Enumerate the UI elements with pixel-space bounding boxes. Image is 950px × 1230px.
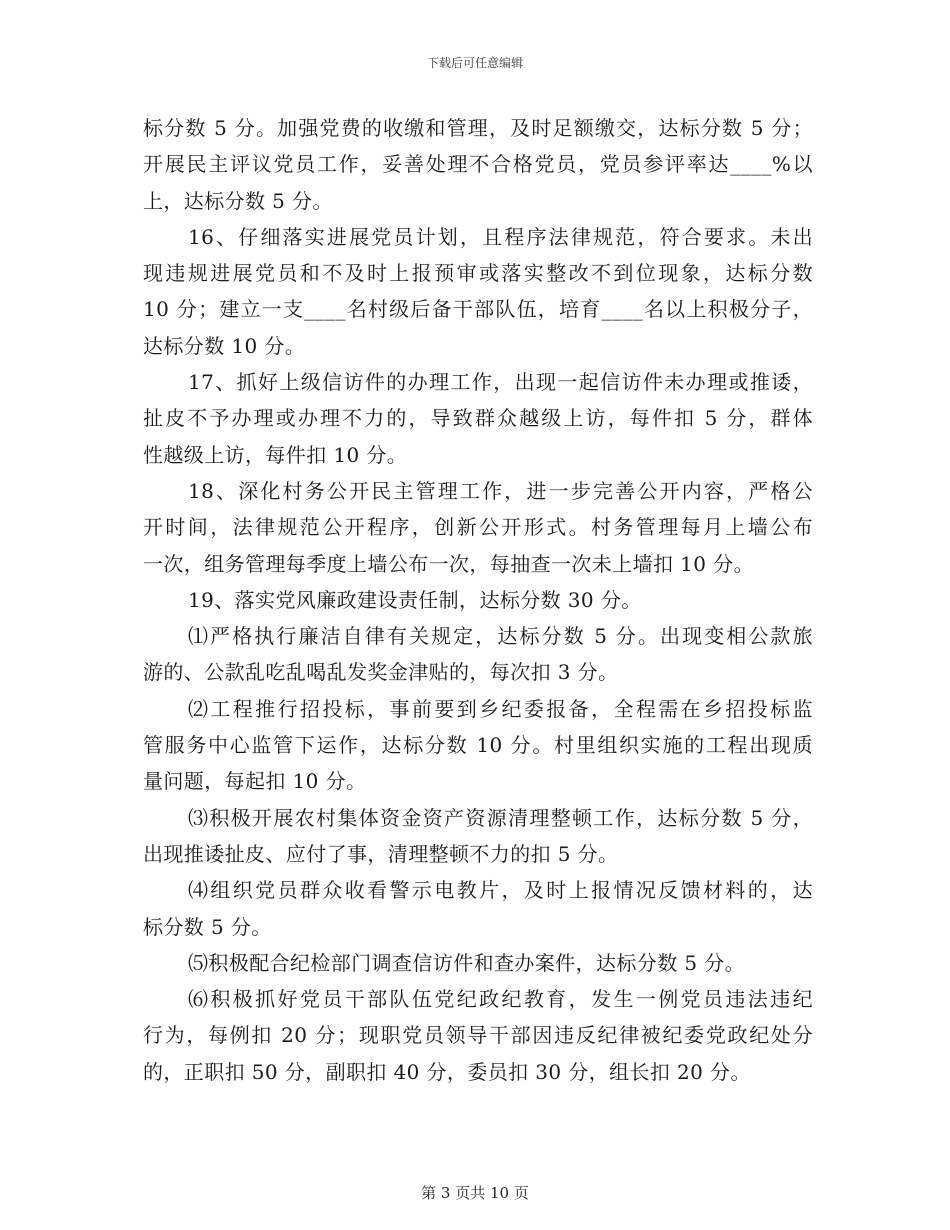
text-line: 扯皮不予办理或办理不力的，导致群众越级上访，每件扣 5 分，群体 [143,406,813,431]
text-line: 量问题，每起扣 10 分。 [143,769,367,794]
sub-item-4-line: ⑷组织党员群众收看警示电教片，及时上报情况反馈材料的，达 [188,878,813,903]
page-footer: 第 3 页共 10 页 [421,1184,529,1202]
text-line: 标分数 5 分。加强党费的收缴和管理，及时足额缴交，达标分数 5 分； [143,116,813,140]
text-line: 出现推诿扯皮、应付了事，清理整顿不力的扣 5 分。 [143,841,619,866]
text-line: 行为，每例扣 20 分；现职党员领导干部因违反纪律被纪委党政纪处分 [143,1023,813,1048]
sub-item-1-line: ⑴严格执行廉洁自律有关规定，达标分数 5 分。出现变相公款旅 [188,624,813,649]
text-line: 一次，组务管理每季度上墙公布一次，每抽查一次未上墙扣 10 分。 [143,551,754,576]
text-line: 10 分；建立一支____名村级后备干部队伍，培育____名以上积极分子， [143,297,813,322]
sub-item-6-line: ⑹积极抓好党员干部队伍党纪政纪教育，发生一例党员违法违纪 [188,987,813,1012]
text-line: 的，正职扣 50 分，副职扣 40 分，委员扣 30 分，组长扣 20 分。 [143,1059,751,1084]
text-line: 开展民主评议党员工作，妥善处理不合格党员，党员参评率达____%以 [143,152,813,177]
page-header: 下载后可任意编辑 [426,56,523,70]
text-line: 游的、公款乱吃乱喝乱发奖金津贴的，每次扣 3 分。 [143,660,619,685]
item-17-line: 17、抓好上级信访件的办理工作，出现一起信访件未办理或推诿， [188,370,813,395]
item-16-line: 16、仔细落实进展党员计划，且程序法律规范，符合要求。未出 [188,224,813,249]
sub-item-2-line: ⑵工程推行招投标，事前要到乡纪委报备，全程需在乡招投标监 [188,696,813,721]
text-line: 现违规进展党员和不及时上报预审或落实整改不到位现象，达标分数 [143,261,813,286]
text-line: 上，达标分数 5 分。 [143,188,333,213]
text-line: 标分数 5 分。 [143,914,272,939]
sub-item-5-line: ⑸积极配合纪检部门调查信访件和查办案件，达标分数 5 分。 [188,950,746,975]
text-line: 达标分数 10 分。 [143,333,306,358]
item-18-line: 18、深化村务公开民主管理工作，进一步完善公开内容，严格公 [188,478,813,503]
sub-item-3-line: ⑶积极开展农村集体资金资产资源清理整顿工作，达标分数 5 分， [188,805,813,830]
text-line: 开时间，法律规范公开程序，创新公开形式。村务管理每月上墙公布 [143,515,813,540]
document-body [143,110,813,1090]
item-19-line: 19、落实党风廉政建设责任制，达标分数 30 分。 [188,587,642,612]
text-line: 管服务中心监管下运作，达标分数 10 分。村里组织实施的工程出现质 [143,733,813,758]
text-line: 性越级上访，每件扣 10 分。 [143,442,408,467]
